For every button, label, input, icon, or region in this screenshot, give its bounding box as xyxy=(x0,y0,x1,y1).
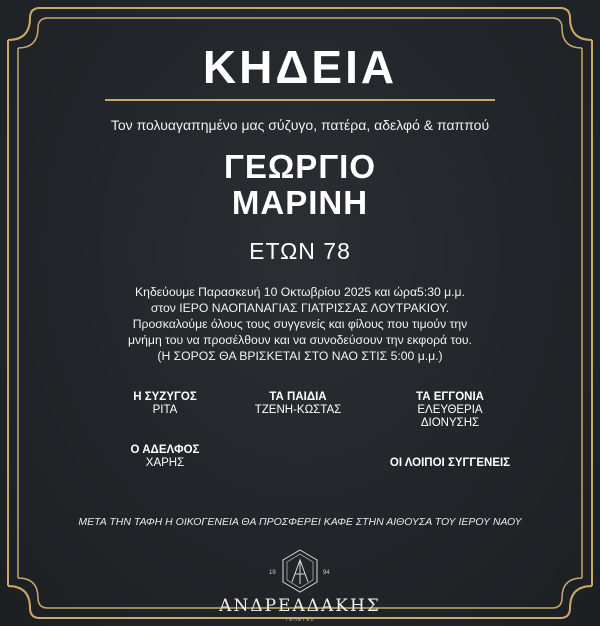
closing-note: ΜΕΤΑ ΤΗΝ ΤΑΦΗ Η ΟΙΚΟΓΕΝΕΙΑ ΘΑ ΠΡΟΣΦΕΡΕΙ ΚΑΦΕ ΣΤΗΝ ΑΙΘΟΥΣΑ ΤΟΥ ΙΕΡΟΥ ΝΑΟΥ xyxy=(78,516,522,528)
funeral-home-subtitle: ΤΕΛΕΤΕΣ xyxy=(285,617,315,623)
mourner-group-grandchildren xyxy=(380,391,520,430)
details-line: μνήμη του να προσέλθουν και να συνοδεύσουν την εκφορά του. xyxy=(128,333,472,347)
title-divider xyxy=(105,99,495,101)
mourner-heading: Ο ΑΔΕΛΦΟΣ xyxy=(130,444,200,456)
mourner-names: ΤΖΕΝΗ-ΚΩΣΤΑΣ xyxy=(254,404,342,416)
logo-year-left: 19 xyxy=(269,570,276,576)
notice-title: ΚΗΔΕΙΑ xyxy=(202,41,398,93)
mourner-heading: Η ΣΥΖΥΓΟΣ xyxy=(133,391,197,403)
mourner-heading: ΟΙ ΛΟΙΠΟΙ ΣΥΓΓΕΝΕΙΣ xyxy=(389,457,511,469)
deceased-first-name: ΓΕΩΡΓΙΟ xyxy=(224,148,376,185)
ceremony-details xyxy=(0,284,600,364)
logo-emblem-icon xyxy=(255,548,345,596)
mourner-group-children xyxy=(228,391,368,417)
mourner-heading: ΤΑ ΠΑΙΔΙΑ xyxy=(269,391,327,403)
deceased-last-name: ΜΑΡΙΝΗ xyxy=(231,184,369,221)
deceased-age: ΕΤΩΝ 78 xyxy=(249,238,351,264)
details-line: Κηδεύουμε Παρασκευή 10 Οκτωβρίου 2025 και ώρα5:30 μ.μ. xyxy=(135,285,465,299)
mourner-group-relatives xyxy=(365,457,535,470)
mourner-heading: ΤΑ ΕΓΓΟΝΙΑ xyxy=(416,391,484,403)
details-line: Προσκαλούμε όλους τους συγγενείς και φίλους που τιμούν την xyxy=(132,317,468,331)
mourner-names: ΧΑΡΗΣ xyxy=(145,457,185,469)
mourner-group-wife xyxy=(95,391,235,417)
mourner-names: ΡΙΤΑ xyxy=(152,404,178,416)
dedication-line: Τον πολυαγαπημένο μας σύζυγο, πατέρα, αδελφό & παππού xyxy=(110,117,490,133)
details-line: (Η ΣΟΡΟΣ ΘΑ ΒΡΙΣΚΕΤΑΙ ΣΤΟ ΝΑΟ ΣΤΙΣ 5:00 μ.μ.) xyxy=(157,349,443,363)
mourner-group-brother xyxy=(95,444,235,470)
mourner-names: ΕΛΕΥΘΕΡΙΑ xyxy=(417,404,483,416)
mourner-names: ΔΙΟΝΥΣΗΣ xyxy=(420,417,480,429)
funeral-home-name: ΑΝΔΡΕΑΔΑΚΗΣ xyxy=(219,596,381,616)
details-line: στον ΙΕΡΟ ΝΑΟΠΑΝΑΓΙΑΣ ΓΙΑΤΡΙΣΣΑΣ ΛΟΥΤΡΑΚΙΟΥ. xyxy=(150,301,450,315)
logo-year-right: 94 xyxy=(323,570,330,576)
